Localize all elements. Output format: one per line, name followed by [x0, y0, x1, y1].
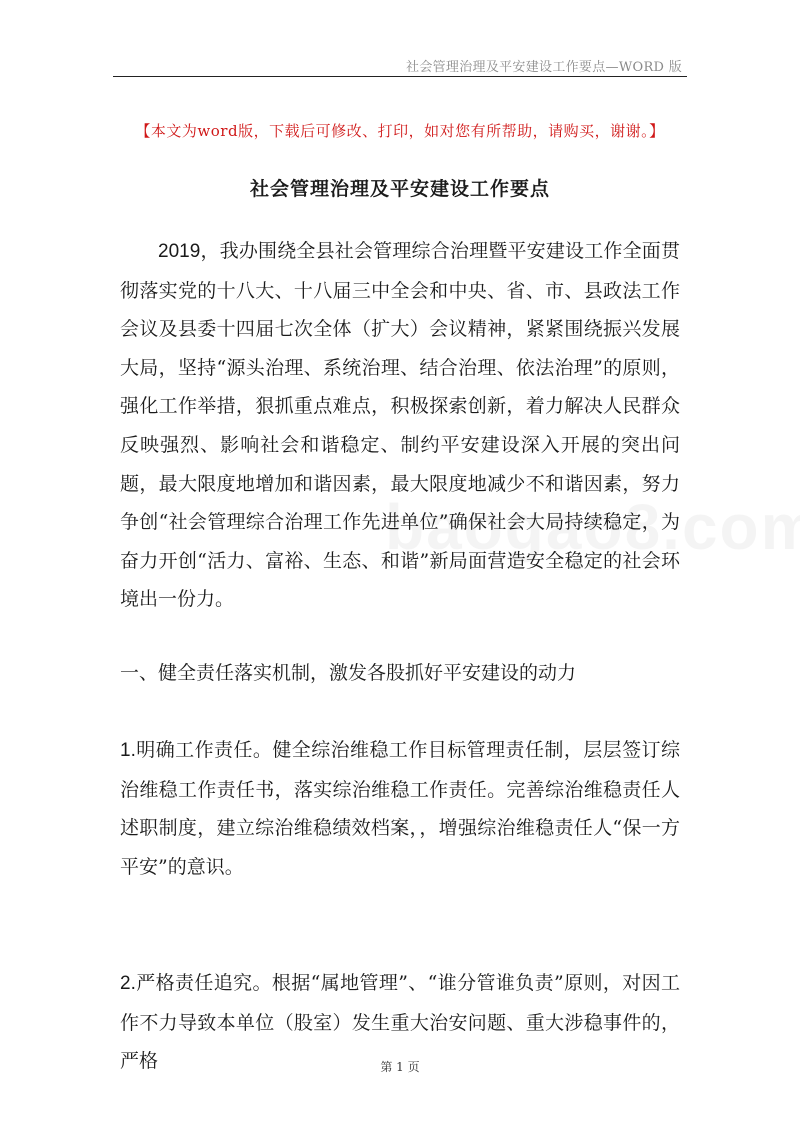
- intro-paragraph: [120, 232, 680, 619]
- item-number-2: 2.: [120, 973, 136, 994]
- document-title: 社会管理治理及平安建设工作要点: [249, 178, 550, 200]
- item-text-2: 严格责任追究。根据“属地管理”、“谁分管谁负责”原则，对因工作不力导致本单位（股室）发生重大治安问题、重大涉稳事件的，严格: [120, 972, 680, 1073]
- intro-year: 2019: [158, 241, 201, 262]
- download-notice: 【本文为word版，下载后可修改、打印，如对您有所帮助，请购买，谢谢。】: [135, 122, 665, 140]
- item-text-1: 明确工作责任。健全综治维稳工作目标管理责任制，层层签订综治维稳工作责任书，落实综治维稳工作责任。完善综治维稳责任人述职制度，建立综治维稳绩效档案，，增强综治维稳责任人“保一方平安”的意识。: [120, 739, 680, 878]
- item-paragraph-1: [120, 731, 680, 886]
- page-number: 第 1 页: [380, 1060, 420, 1074]
- header-divider: [113, 76, 687, 77]
- intro-text: ，我办围绕全县社会管理综合治理暨平安建设工作全面贯彻落实党的十八大、十八届三中全会和中央、省、市、县政法工作会议及县委十四届七次全体（扩大）会议精神，紧紧围绕振兴发展大局，坚持“源头治理、系统治理、结合治理、依法治理”的原则，强化工作举措，狠抓重点难点，积极探索创新，着力解决人民群众反映强烈、影响社会和谐稳定、制约平安建设深入开展的突出问题，最大限度地增加和谐因素，最大限度地减少不和谐因素，努力争创“社会管理综合治理工作先进单位”确保社会大局持续稳定，为奋力开创“活力、富裕、生态、和谐”新局面营造安全稳定的社会环境出一份力。: [120, 240, 680, 611]
- section-heading: 一、健全责任落实机制，激发各股抓好平安建设的动力: [120, 662, 577, 684]
- item-number-1: 1.: [120, 740, 136, 761]
- running-header: 社会管理治理及平安建设工作要点—WORD 版: [406, 60, 682, 75]
